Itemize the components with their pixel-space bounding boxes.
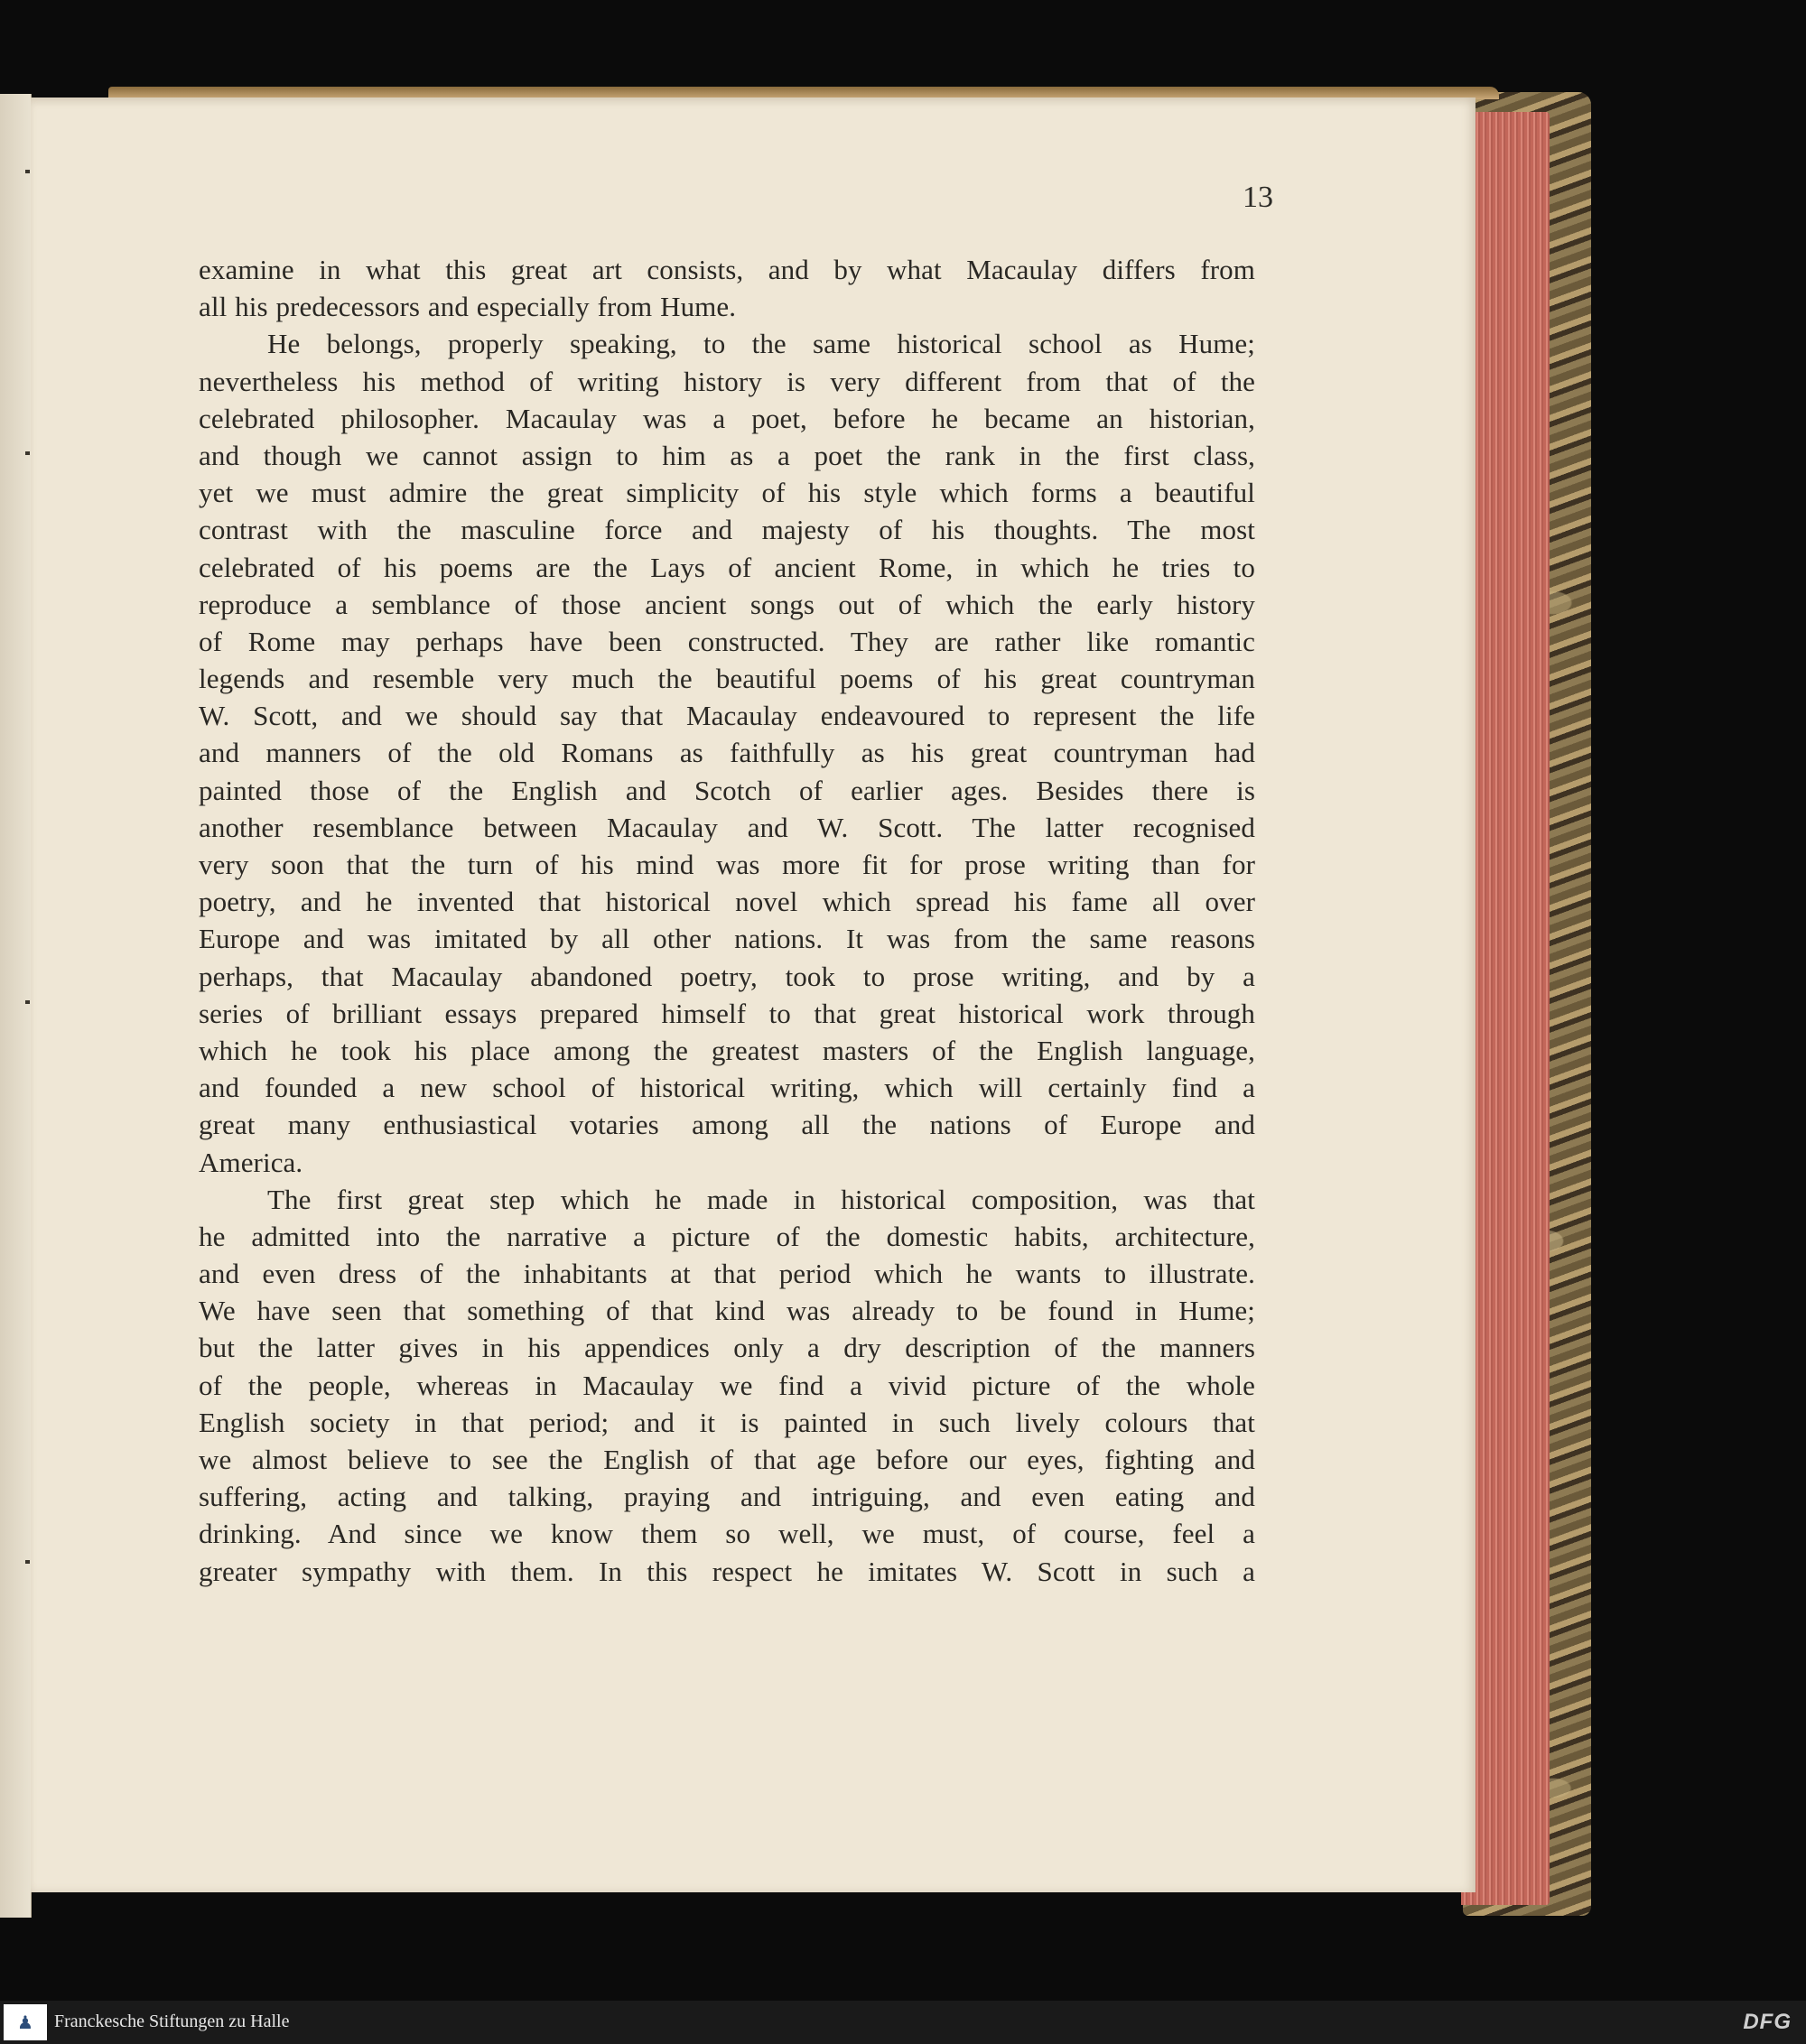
text-line: The first great step which he made in historical composition, was that bbox=[267, 1183, 1255, 1215]
text-line: drinking. And since we know them so well, we must, of course, feel a bbox=[199, 1518, 1255, 1550]
viewer-footer bbox=[0, 2001, 1806, 2044]
text-line: nevertheless his method of writing history is very different from that of the bbox=[199, 365, 1255, 397]
text-line: of Rome may perhaps have been constructed. They are rather like romantic bbox=[199, 625, 1255, 657]
text-line: another resemblance between Macaulay and W. Scott. The latter recognised bbox=[199, 811, 1255, 843]
text-line: Europe and was imitated by all other nations. It was from the same reasons bbox=[199, 923, 1255, 955]
body-text bbox=[199, 251, 1255, 1590]
text-line: of the people, whereas in Macaulay we find a vivid picture of the whole bbox=[199, 1369, 1255, 1401]
text-line: painted those of the English and Scotch of earlier ages. Besides there is bbox=[199, 774, 1255, 806]
text-line: and manners of the old Romans as faithfully as his great countryman had bbox=[199, 737, 1255, 769]
margin-mark bbox=[25, 1000, 30, 1004]
text-line: great many enthusiastical votaries among all the nations of Europe and bbox=[199, 1109, 1255, 1141]
text-line: legends and resemble very much the beautiful poems of his great countryman bbox=[199, 663, 1255, 695]
book-page bbox=[31, 98, 1476, 1892]
text-line: poetry, and he invented that historical novel which spread his fame all over bbox=[199, 886, 1255, 918]
text-line: yet we must admire the great simplicity of his style which forms a beautiful bbox=[199, 477, 1255, 509]
text-line: W. Scott, and we should say that Macaulay endeavoured to represent the life bbox=[199, 700, 1255, 732]
text-line: celebrated philosopher. Macaulay was a poet, before he became an historian, bbox=[199, 402, 1255, 434]
text-line: and even dress of the inhabitants at that period which he wants to illustrate. bbox=[199, 1258, 1255, 1290]
text-line: he admitted into the narrative a picture of the domestic habits, architecture, bbox=[199, 1220, 1255, 1252]
margin-mark bbox=[25, 1560, 30, 1564]
text-line: celebrated of his poems are the Lays of ancient Rome, in which he tries to bbox=[199, 551, 1255, 583]
text-line: perhaps, that Macaulay abandoned poetry, took to prose writing, and by a bbox=[199, 960, 1255, 992]
text-line: reproduce a semblance of those ancient songs out of which the early history bbox=[199, 588, 1255, 620]
institution-name[interactable]: Franckesche Stiftungen zu Halle bbox=[54, 2011, 290, 2031]
institution-logo-icon[interactable]: ♟ bbox=[4, 2004, 47, 2040]
text-line: and though we cannot assign to him as a poet the rank in the first class, bbox=[199, 439, 1255, 471]
text-line: very soon that the turn of his mind was more fit for prose writing than for bbox=[199, 849, 1255, 880]
text-line: and founded a new school of historical writing, which will certainly find a bbox=[199, 1072, 1255, 1104]
page-number: 13 bbox=[1243, 181, 1273, 214]
text-line: English society in that period; and it is painted in such lively colours that bbox=[199, 1406, 1255, 1438]
text-line: America. bbox=[199, 1146, 303, 1178]
text-line: We have seen that something of that kind was already to be found in Hume; bbox=[199, 1295, 1255, 1327]
text-line: all his predecessors and especially from Hume. bbox=[199, 291, 737, 323]
text-line: examine in what this great art consists, and by what Macaulay differs from bbox=[199, 254, 1255, 285]
margin-mark bbox=[25, 451, 30, 455]
left-page-edge bbox=[0, 94, 32, 1918]
text-line: but the latter gives in his appendices only a dry description of the manners bbox=[199, 1332, 1255, 1364]
text-line: suffering, acting and talking, praying and intriguing, and even eating and bbox=[199, 1481, 1255, 1513]
dfg-logo[interactable]: DFG bbox=[1743, 2010, 1792, 2034]
text-line: we almost believe to see the English of that age before our eyes, fighting and bbox=[199, 1444, 1255, 1475]
margin-mark bbox=[25, 170, 30, 173]
text-line: series of brilliant essays prepared himself to that great historical work through bbox=[199, 997, 1255, 1029]
text-line: He belongs, properly speaking, to the same historical school as Hume; bbox=[267, 328, 1255, 360]
text-line: greater sympathy with them. In this respect he imitates W. Scott in such a bbox=[199, 1555, 1255, 1587]
text-line: contrast with the masculine force and majesty of his thoughts. The most bbox=[199, 514, 1255, 546]
text-line: which he took his place among the greatest masters of the English language, bbox=[199, 1034, 1255, 1066]
